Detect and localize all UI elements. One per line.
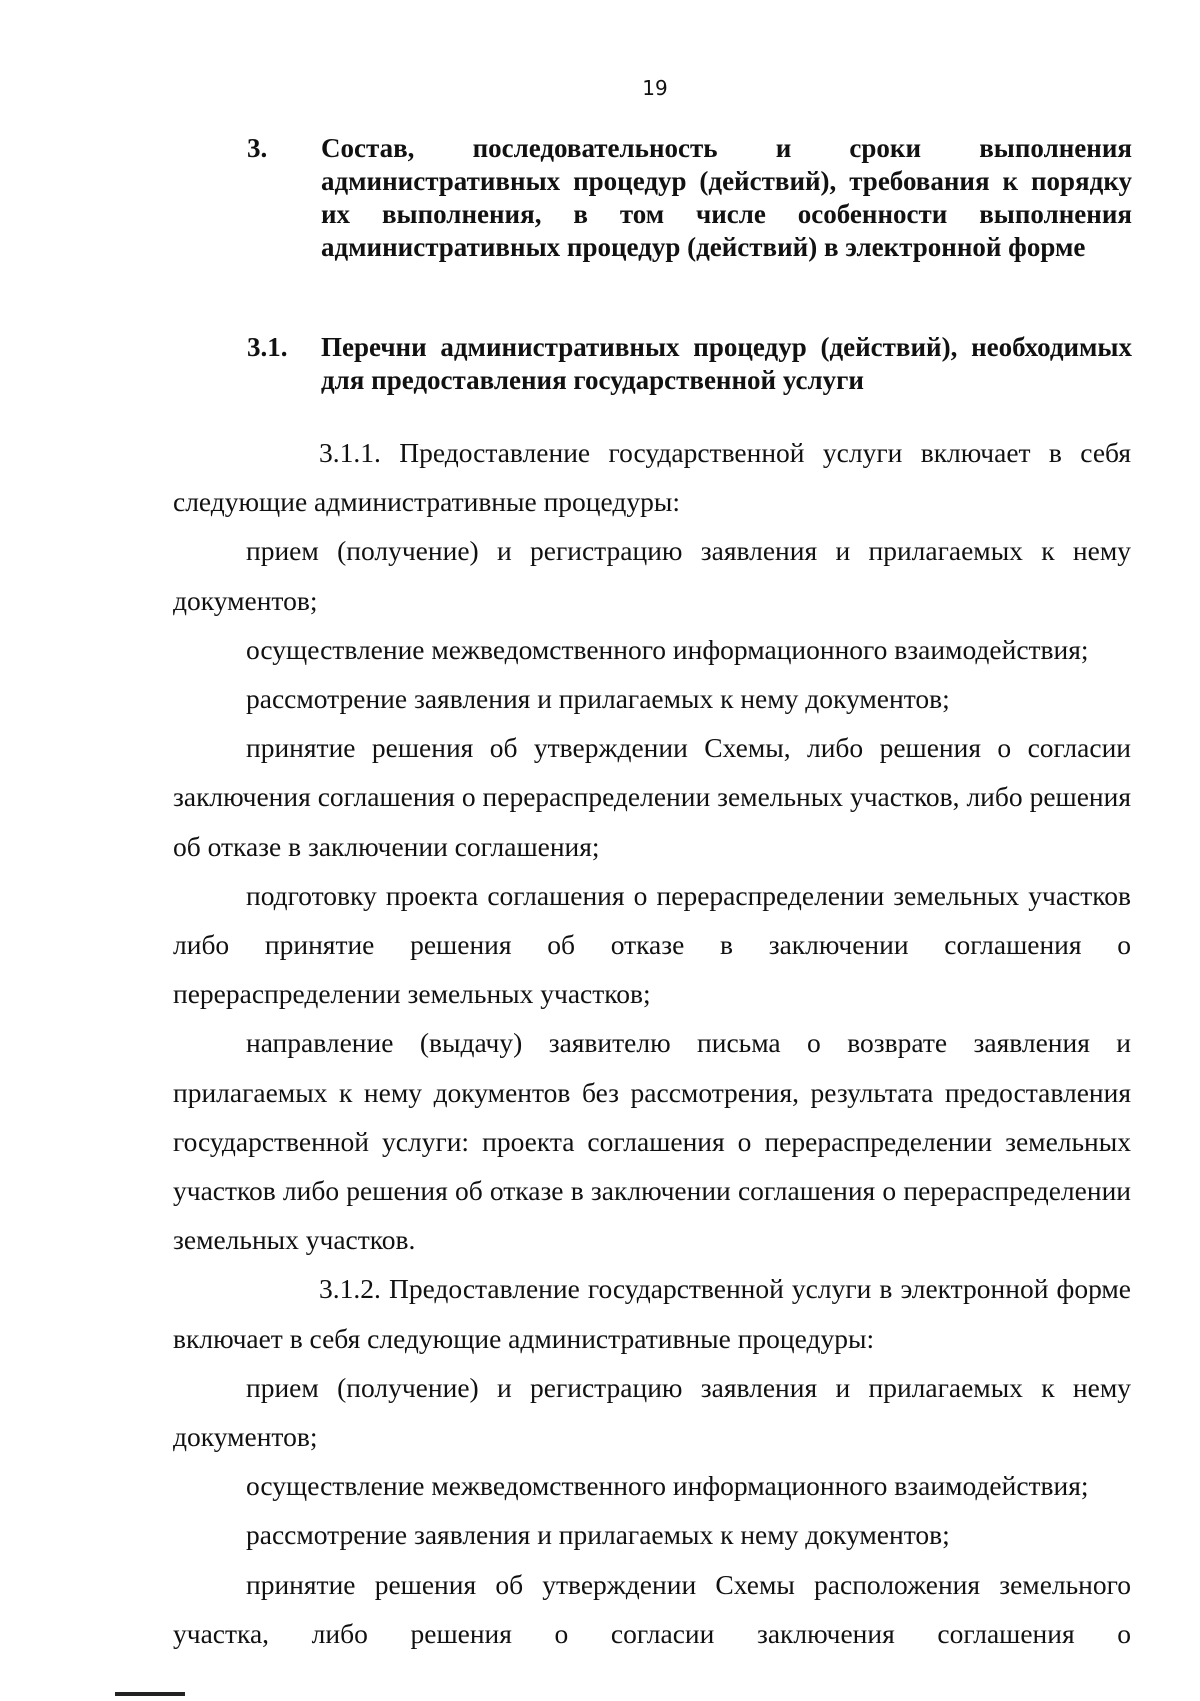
list-item: направление (выдачу) заявителю письма о возврате заявления и прилагаемых к нему документов без рассмотрения, результата предоставления государственной услуги: проекта соглашения о перераспределении земельных участков либо решения об отказе в заключении соглашения о перераспределении земельных участков. <box>173 1027 1131 1256</box>
section-3-number: 3. <box>247 133 268 163</box>
paragraph-3-1-1-text: Предоставление государственной услуги включает в себя следующие административные процедуры: <box>173 437 1132 518</box>
list-item: прием (получение) и регистрацию заявления и прилагаемых к нему документов; <box>173 535 1131 616</box>
list-item: подготовку проекта соглашения о перераспределении земельных участков либо принятие решения об отказе в заключении соглашения о перераспределении земельных участков; <box>173 879 1131 1010</box>
paragraph-3-1-2 <box>173 1264 1131 1362</box>
list-item: осуществление межведомственного информационного взаимодействия; <box>246 633 1089 665</box>
page-number: 19 <box>642 76 668 100</box>
list-item: прием (получение) и регистрацию заявления и прилагаемых к нему документов; <box>173 1371 1131 1453</box>
list-item: осуществление межведомственного информационного взаимодействия; <box>246 1470 1089 1502</box>
list-item: принятие решения об утверждении Схемы, либо решения о согласии заключения соглашения о перераспределении земельных участков, либо решения об отказе в заключении соглашения; <box>173 732 1131 862</box>
paragraph-3-1-2-number: 3.1.2. <box>319 1273 381 1305</box>
section-3-title: Состав, последовательность и сроки выполнения административных процедур (действий), требования к порядку их выполнения, в том числе особенности выполнения административных процедур (действий) в электронной форме <box>321 133 1132 262</box>
section-3-1-number: 3.1. <box>247 332 288 362</box>
footer-rule <box>115 1692 185 1696</box>
list-item: рассмотрение заявления и прилагаемых к нему документов; <box>246 1519 950 1551</box>
section-3-1-title: Перечни административных процедур (действий), необходимых для предоставления государственной услуги <box>321 332 1132 395</box>
list-item: рассмотрение заявления и прилагаемых к нему документов; <box>246 683 950 715</box>
paragraph-3-1-1 <box>173 428 1131 526</box>
section-3-1-heading <box>247 331 1132 397</box>
paragraph-3-1-2-text: Предоставление государственной услуги в электронной форме включает в себя следующие административные процедуры: <box>173 1273 1132 1354</box>
paragraph-3-1-1-number: 3.1.1. <box>319 437 381 468</box>
document-body <box>173 428 1131 1658</box>
section-3-heading <box>247 132 1132 264</box>
list-item: принятие решения об утверждении Схемы расположения земельного участка, либо решения о согласии заключения соглашения о <box>173 1568 1131 1649</box>
